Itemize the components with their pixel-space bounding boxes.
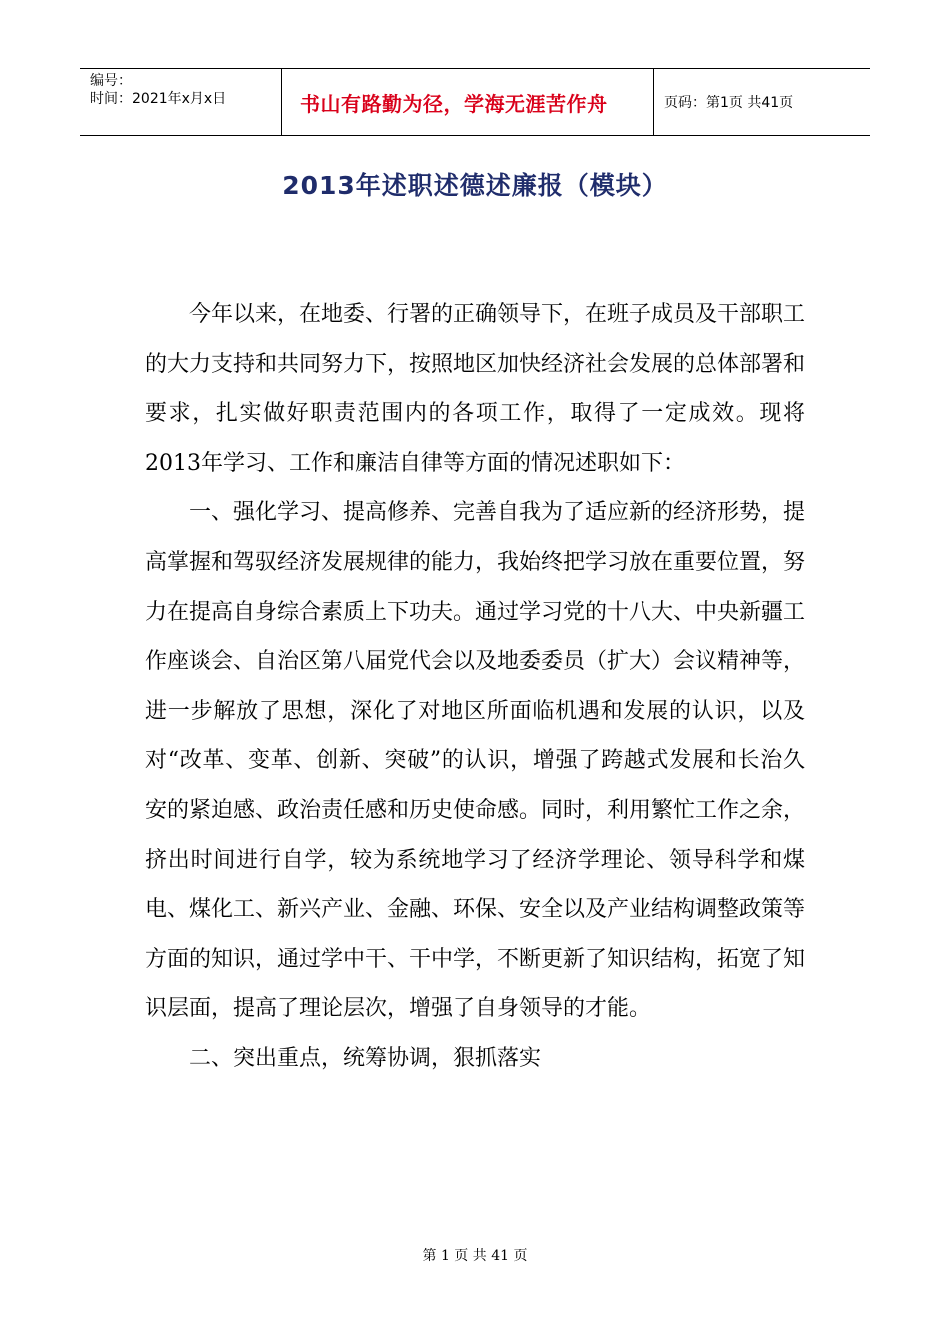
document-header	[80, 68, 870, 136]
number-label: 编号：	[90, 73, 132, 89]
header-meta	[80, 69, 282, 135]
paragraph-intro: 今年以来，在地委、行署的正确领导下，在班子成员及干部职工的大力支持和共同努力下，按照地区加快经济社会发展的总体部署和要求，扎实做好职责范围内的各项工作，取得了一定成效。现将2013年学习、工作和廉洁自律等方面的情况述职如下：	[145, 302, 806, 476]
document-body	[145, 290, 805, 1084]
page-footer: 第 1 页 共 41 页	[422, 1248, 528, 1264]
header-motto: 书山有路勤为径，学海无涯苦作舟	[282, 69, 654, 135]
header-page-info: 页码：第1页 共41页	[664, 95, 794, 111]
time-label: 时间：2021年x月x日	[90, 91, 227, 107]
paragraph-section-1: 一、强化学习、提高修养、完善自我为了适应新的经济形势，提高掌握和驾驭经济发展规律的能力，我始终把学习放在重要位置，努力在提高自身综合素质上下功夫。通过学习党的十八大、中央新疆工作座谈会、自治区第八届党代会以及地委委员（扩大）会议精神等，进一步解放了思想，深化了对地区所面临机遇和发展的认识，以及对“改革、变革、创新、突破”的认识，增强了跨越式发展和长治久安的紧迫感、政治责任感和历史使命感。同时，利用繁忙工作之余，挤出时间进行自学，较为系统地学习了经济学理论、领导科学和煤电、煤化工、新兴产业、金融、环保、安全以及产业结构调整政策等方面的知识，通过学中干、干中学，不断更新了知识结构，拓宽了知识层面，提高了理论层次，增强了自身领导的才能。	[145, 500, 806, 1022]
document-title: 2013年述职述德述廉报（模块）	[282, 171, 668, 200]
paragraph-section-2-heading: 二、突出重点，统筹协调，狠抓落实	[189, 1045, 542, 1071]
